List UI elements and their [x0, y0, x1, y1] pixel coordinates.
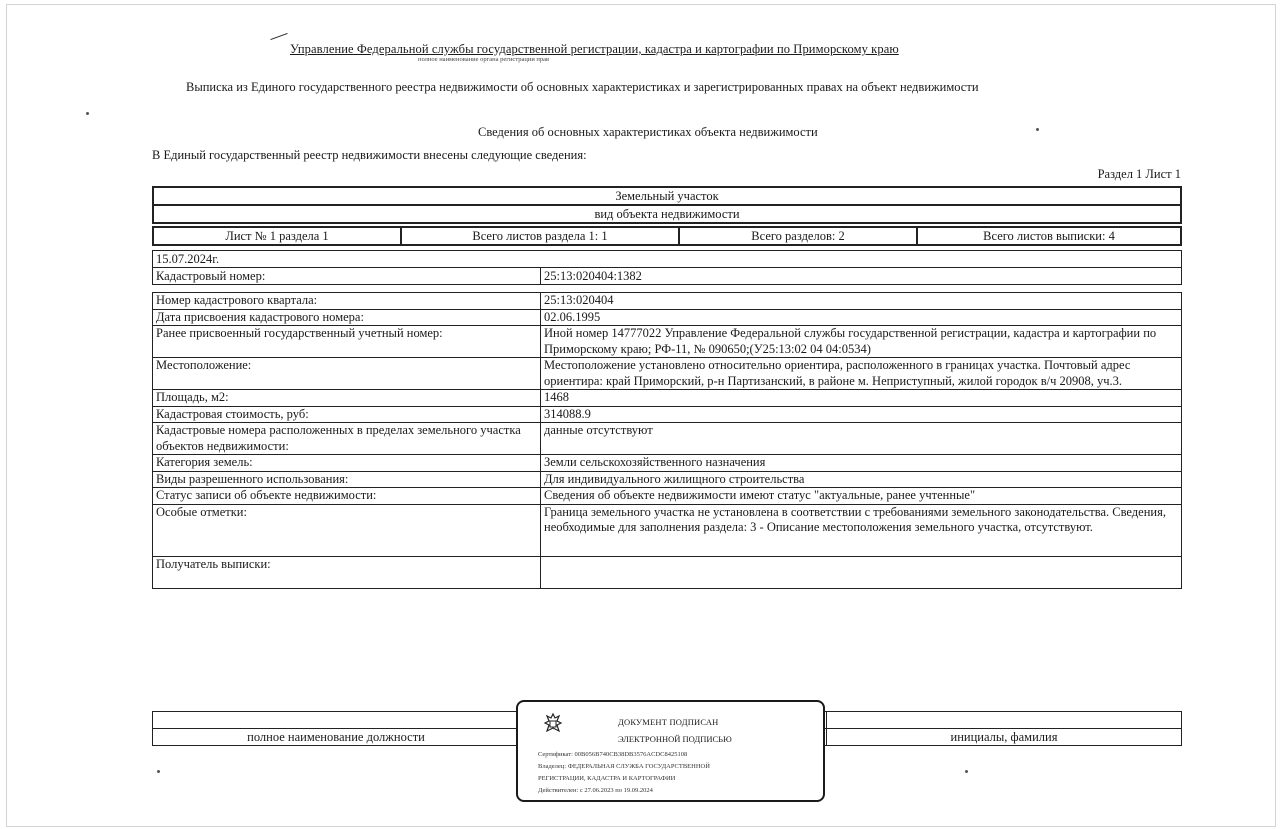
characteristics-table — [152, 292, 1182, 589]
table-row — [153, 455, 1182, 472]
table-row — [153, 309, 1182, 326]
row-value: Иной номер 14777022 Управление Федеральной службы государственной регистрации, кадастра и картографии по Приморскому краю; РФ-11, № 090650;(У25:13:02 04 04:0534) — [541, 326, 1182, 358]
row-label: Получатель выписки: — [153, 556, 541, 588]
row-label: Виды разрешенного использования: — [153, 471, 541, 488]
section-sheet-label: Раздел 1 Лист 1 — [1097, 167, 1181, 181]
scan-speck — [86, 112, 89, 115]
object-type-caption: вид объекта недвижимости — [153, 205, 1181, 223]
row-label: Кадастровая стоимость, руб: — [153, 406, 541, 423]
object-type-table — [152, 186, 1182, 224]
stamp-owner-line2: РЕГИСТРАЦИИ, КАДАСТРА И КАРТОГРАФИИ — [538, 775, 676, 782]
cadastral-number-value: 25:13:020404:1382 — [541, 268, 1182, 285]
stamp-certificate: Сертификат: 00B056B740CB38DB3576ACDC8425108 — [538, 751, 688, 758]
position-caption: полное наименование должности — [153, 729, 520, 746]
table-row — [153, 556, 1182, 588]
row-value: Для индивидуального жилищного строительства — [541, 471, 1182, 488]
cadastral-number-label: Кадастровый номер: — [153, 268, 541, 285]
row-value: 25:13:020404 — [541, 293, 1182, 310]
row-label: Статус записи об объекте недвижимости: — [153, 488, 541, 505]
document-title: Выписка из Единого государственного реестра недвижимости об основных характеристиках и зарегистрированных правах на объект недвижимости — [186, 80, 979, 94]
name-caption: инициалы, фамилия — [827, 729, 1182, 746]
table-row — [153, 471, 1182, 488]
table-row — [153, 358, 1182, 390]
extract-date: 15.07.2024г. — [153, 251, 1182, 268]
row-label: Особые отметки: — [153, 504, 541, 556]
organization-caption: полное наименование органа регистрации прав — [418, 56, 550, 63]
intro-text: В Единый государственный реестр недвижимости внесены следующие сведения: — [152, 148, 587, 162]
date-cadastral-table — [152, 250, 1182, 285]
row-label: Дата присвоения кадастрового номера: — [153, 309, 541, 326]
stamp-subtitle: ЭЛЕКТРОННОЙ ПОДПИСЬЮ — [618, 734, 732, 744]
table-row — [153, 293, 1182, 310]
sheet-number: Лист № 1 раздела 1 — [153, 227, 401, 245]
row-value: Сведения об объекте недвижимости имеют статус "актуальные, ранее учтенные" — [541, 488, 1182, 505]
scan-speck — [1036, 128, 1039, 131]
row-value: 1468 — [541, 390, 1182, 407]
table-row — [153, 406, 1182, 423]
object-type: Земельный участок — [153, 187, 1181, 205]
row-label: Ранее присвоенный государственный учетный номер: — [153, 326, 541, 358]
row-value: Местоположение установлено относительно ориентира, расположенного в границах участка. Почтовый адрес ориентира: край Приморский, р-н Партизанский, в районе м. Неприступный, жилой городок в/ч 20908, уч.3. — [541, 358, 1182, 390]
table-row — [153, 326, 1182, 358]
table-row — [153, 390, 1182, 407]
row-value: 02.06.1995 — [541, 309, 1182, 326]
row-value: данные отсутствуют — [541, 423, 1182, 455]
sheets-total: Всего листов выписки: 4 — [917, 227, 1181, 245]
electronic-signature-stamp — [516, 700, 825, 802]
row-value: Земли сельскохозяйственного назначения — [541, 455, 1182, 472]
stamp-owner-line1: Владелец: ФЕДЕРАЛЬНАЯ СЛУЖБА ГОСУДАРСТВЕННОЙ — [538, 763, 710, 770]
row-value — [541, 556, 1182, 588]
row-value: 314088.9 — [541, 406, 1182, 423]
row-label: Категория земель: — [153, 455, 541, 472]
row-value: Граница земельного участка не установлена в соответствии с требованиями земельного законодательства. Сведения, необходимые для заполнения раздела: 3 - Описание местоположения земельного участка, отсутствуют. — [541, 504, 1182, 556]
sheet-info-table — [152, 226, 1182, 246]
scan-speck — [157, 770, 160, 773]
table-row — [153, 423, 1182, 455]
section-title: Сведения об основных характеристиках объекта недвижимости — [478, 125, 818, 139]
organization-name: Управление Федеральной службы государственной регистрации, кадастра и картографии по Приморскому краю — [290, 42, 899, 56]
sections-total: Всего разделов: 2 — [679, 227, 917, 245]
scan-speck — [965, 770, 968, 773]
row-label: Номер кадастрового квартала: — [153, 293, 541, 310]
sheets-in-section: Всего листов раздела 1: 1 — [401, 227, 679, 245]
row-label: Местоположение: — [153, 358, 541, 390]
coat-of-arms-icon — [542, 712, 564, 741]
stamp-validity: Действителен: с 27.06.2023 по 19.09.2024 — [538, 787, 653, 794]
row-label: Кадастровые номера расположенных в пределах земельного участка объектов недвижимости: — [153, 423, 541, 455]
table-row — [153, 504, 1182, 556]
table-row — [153, 488, 1182, 505]
stamp-title: ДОКУМЕНТ ПОДПИСАН — [618, 717, 719, 727]
row-label: Площадь, м2: — [153, 390, 541, 407]
